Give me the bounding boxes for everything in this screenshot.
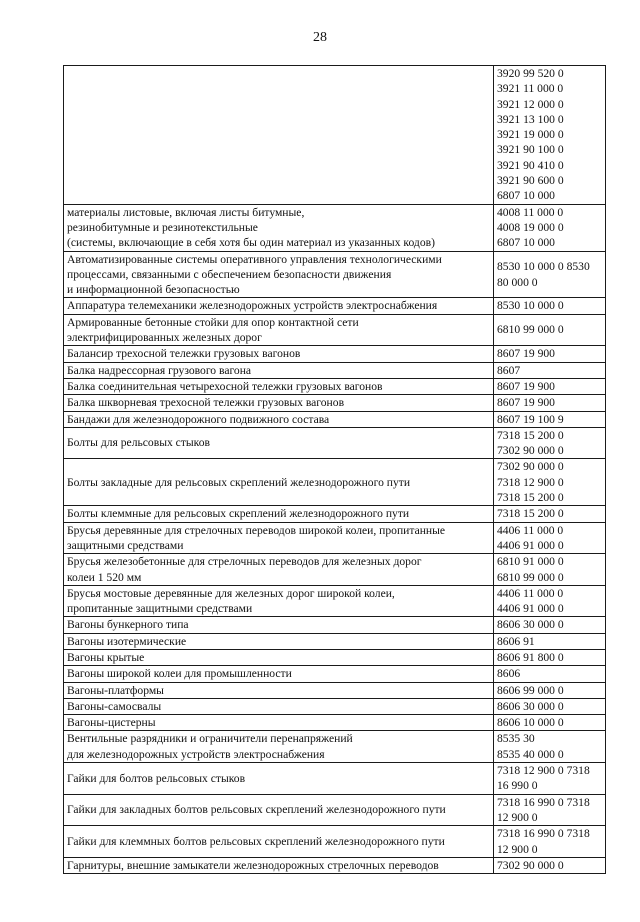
product-name-line: Балка шкворневая трехосной тележки грузовых вагонов (67, 396, 345, 410)
product-name-line: Бандажи для железнодорожного подвижного состава (67, 412, 330, 426)
product-name-line: Вагоны бункерного типа (67, 618, 189, 632)
customs-code-cell (494, 554, 606, 586)
customs-code-cell (494, 362, 606, 378)
customs-code-line: 4406 91 000 0 (497, 538, 564, 552)
product-name-line: Балка соединительная четырехосной тележки грузовых вагонов (67, 379, 383, 393)
product-name-cell (64, 794, 494, 826)
product-name-line: электрифицированных железных дорог (67, 331, 262, 345)
customs-code-cell (494, 698, 606, 714)
product-name-cell (64, 251, 494, 298)
product-name-line: Гайки для клеммных болтов рельсовых скреплений железнодорожного пути (67, 834, 445, 848)
customs-code-line: 12 900 0 (497, 810, 538, 824)
customs-code-line: 7318 15 200 0 (497, 507, 564, 521)
table-row (64, 395, 606, 411)
customs-code-cell (494, 298, 606, 314)
customs-code-line: 7302 90 000 0 (497, 460, 564, 474)
product-name-line: резинобитумные и резинотекстильные (67, 220, 258, 234)
product-name-line: Вагоны изотермические (67, 634, 187, 648)
product-name-cell (64, 698, 494, 714)
table-row (64, 715, 606, 731)
customs-code-cell (494, 427, 606, 459)
customs-code-line: 6810 99 000 0 (497, 570, 564, 584)
table-row (64, 346, 606, 362)
table-row (64, 204, 606, 251)
customs-code-line: 8606 10 000 0 (497, 716, 564, 730)
product-name-line: Гайки для закладных болтов рельсовых скреплений железнодорожного пути (67, 803, 446, 817)
product-name-line: (системы, включающие в себя хотя бы один материал из указанных кодов) (67, 236, 435, 250)
product-name-line: Армированные бетонные стойки для опор контактной сети (67, 315, 359, 329)
product-name-line: Брусья деревянные для стрелочных переводов широкой колеи, пропитанные (67, 523, 446, 537)
customs-code-line: 7318 12 900 0 (497, 475, 564, 489)
customs-code-cell (494, 411, 606, 427)
product-name-line: Гайки для болтов рельсовых стыков (67, 771, 246, 785)
product-name-cell (64, 649, 494, 665)
product-name-cell (64, 427, 494, 459)
table-row (64, 857, 606, 873)
product-name-line: Вагоны-самосвалы (67, 699, 162, 713)
customs-code-line: 8535 30 (497, 732, 535, 746)
customs-code-line: 7318 16 990 0 7318 (497, 795, 590, 809)
product-name-line: колеи 1 520 мм (67, 570, 142, 584)
customs-code-line: 6807 10 000 (497, 236, 555, 250)
table-row (64, 666, 606, 682)
table-row (64, 427, 606, 459)
customs-code-line: 8607 19 900 (497, 396, 555, 410)
product-name-line: Вагоны широкой колеи для промышленности (67, 667, 292, 681)
customs-code-cell (494, 378, 606, 394)
customs-code-line: 12 900 0 (497, 842, 538, 856)
product-name-line: Вагоны крытые (67, 650, 145, 664)
product-name-line: Болты закладные для рельсовых скреплений железнодорожного пути (67, 475, 411, 489)
product-name-cell (64, 506, 494, 522)
table-row (64, 794, 606, 826)
goods-code-table (63, 65, 606, 874)
table-row (64, 251, 606, 298)
product-name-cell (64, 346, 494, 362)
table-row (64, 298, 606, 314)
table-row (64, 362, 606, 378)
table-row (64, 506, 606, 522)
product-name-cell (64, 585, 494, 617)
product-name-cell (64, 666, 494, 682)
product-name-line: и информационной безопасностью (67, 283, 240, 297)
product-name-cell (64, 66, 494, 205)
table-row (64, 698, 606, 714)
customs-code-line: 6810 91 000 0 (497, 555, 564, 569)
customs-code-line: 8606 30 000 0 (497, 618, 564, 632)
product-name-cell (64, 204, 494, 251)
customs-code-line: 3921 90 410 0 (497, 158, 564, 172)
customs-code-cell (494, 346, 606, 362)
customs-code-cell (494, 66, 606, 205)
product-name-cell (64, 459, 494, 506)
product-name-cell (64, 554, 494, 586)
customs-code-cell (494, 826, 606, 858)
customs-code-line: 8606 91 800 0 (497, 650, 564, 664)
product-name-cell (64, 715, 494, 731)
product-name-line: материалы листовые, включая листы битумные, (67, 205, 305, 219)
customs-code-cell (494, 522, 606, 554)
table-row (64, 633, 606, 649)
customs-code-cell (494, 857, 606, 873)
table-body (64, 66, 606, 874)
table-row (64, 314, 606, 346)
product-name-line: Брусья железобетонные для стрелочных переводов для железных дорог (67, 555, 422, 569)
customs-code-line: 7318 15 200 0 (497, 428, 564, 442)
table-row (64, 522, 606, 554)
table-row (64, 826, 606, 858)
customs-code-line: 3921 13 100 0 (497, 112, 564, 126)
product-name-line: защитными средствами (67, 538, 184, 552)
customs-code-line: 7318 12 900 0 7318 (497, 764, 590, 778)
product-name-line: Вагоны-цистерны (67, 716, 156, 730)
table-row (64, 411, 606, 427)
customs-code-cell (494, 314, 606, 346)
table-row (64, 682, 606, 698)
customs-code-line: 4406 11 000 0 (497, 586, 564, 600)
product-name-cell (64, 857, 494, 873)
customs-code-line: 8607 19 900 (497, 347, 555, 361)
page-number: 28 (313, 30, 327, 45)
product-name-line: пропитанные защитными средствами (67, 602, 253, 616)
customs-code-cell (494, 204, 606, 251)
product-name-line: Вагоны-платформы (67, 683, 164, 697)
customs-code-line: 4406 11 000 0 (497, 523, 564, 537)
product-name-cell (64, 314, 494, 346)
customs-code-line: 7302 90 000 0 (497, 444, 564, 458)
table-row (64, 617, 606, 633)
table-row (64, 763, 606, 795)
customs-code-cell (494, 459, 606, 506)
product-name-cell (64, 298, 494, 314)
customs-code-line: 7302 90 000 0 (497, 858, 564, 872)
table-row (64, 66, 606, 205)
customs-code-line: 8530 10 000 0 8530 (497, 260, 590, 274)
product-name-cell (64, 682, 494, 698)
customs-code-line: 3921 19 000 0 (497, 128, 564, 142)
product-name-cell (64, 731, 494, 763)
product-name-line: Аппаратура телемеханики железнодорожных устройств электроснабжения (67, 299, 438, 313)
product-name-cell (64, 395, 494, 411)
product-name-line: Болты для рельсовых стыков (67, 436, 210, 450)
customs-code-cell (494, 715, 606, 731)
customs-code-line: 6810 99 000 0 (497, 323, 564, 337)
product-name-cell (64, 378, 494, 394)
customs-code-line: 3921 90 600 0 (497, 174, 564, 188)
product-name-cell (64, 617, 494, 633)
customs-code-line: 8606 (497, 667, 521, 681)
table-row (64, 554, 606, 586)
product-name-line: Балка надрессорная грузового вагона (67, 363, 252, 377)
customs-code-line: 7318 15 200 0 (497, 491, 564, 505)
customs-code-line: 8535 40 000 0 (497, 747, 564, 761)
customs-code-line: 4406 91 000 0 (497, 602, 564, 616)
customs-code-line: 3920 99 520 0 (497, 67, 564, 80)
customs-code-line: 8607 19 900 (497, 379, 555, 393)
table-row (64, 459, 606, 506)
product-name-line: Балансир трехосной тележки грузовых вагонов (67, 347, 301, 361)
product-name-cell (64, 522, 494, 554)
customs-code-cell (494, 649, 606, 665)
customs-code-line: 8530 10 000 0 (497, 299, 564, 313)
customs-code-line: 8607 19 100 9 (497, 412, 564, 426)
customs-code-cell (494, 506, 606, 522)
customs-code-line: 7318 16 990 0 7318 (497, 827, 590, 841)
table-row (64, 649, 606, 665)
product-name-cell (64, 633, 494, 649)
product-name-cell (64, 763, 494, 795)
product-name-line: процессами, связанными с обеспечением безопасности движения (67, 267, 392, 281)
customs-code-line: 80 000 0 (497, 275, 538, 289)
customs-code-cell (494, 763, 606, 795)
product-name-line: Брусья мостовые деревянные для железных дорог широкой колеи, (67, 586, 395, 600)
customs-code-line: 4008 19 000 0 (497, 220, 564, 234)
customs-code-cell (494, 617, 606, 633)
customs-code-line: 6807 10 000 (497, 189, 555, 203)
customs-code-cell (494, 395, 606, 411)
table-row (64, 378, 606, 394)
customs-code-line: 8606 99 000 0 (497, 683, 564, 697)
product-name-line: Гарнитуры, внешние замыкатели железнодорожных стрелочных переводов (67, 858, 439, 872)
customs-code-cell (494, 682, 606, 698)
product-name-cell (64, 411, 494, 427)
customs-code-line: 8606 91 (497, 634, 535, 648)
customs-code-line: 8606 30 000 0 (497, 699, 564, 713)
product-name-line: Автоматизированные системы оперативного управления технологическими (67, 252, 442, 266)
customs-code-line: 3921 11 000 0 (497, 82, 564, 96)
table-row (64, 731, 606, 763)
customs-code-line: 8607 (497, 363, 521, 377)
product-name-cell (64, 362, 494, 378)
product-name-line: для железнодорожных устройств электроснабжения (67, 747, 325, 761)
customs-code-line: 16 990 0 (497, 779, 538, 793)
product-name-cell (64, 826, 494, 858)
customs-code-cell (494, 633, 606, 649)
customs-code-cell (494, 585, 606, 617)
customs-code-cell (494, 731, 606, 763)
customs-code-cell (494, 251, 606, 298)
product-name-line: Болты клеммные для рельсовых скреплений железнодорожного пути (67, 507, 410, 521)
customs-code-cell (494, 666, 606, 682)
product-name-line: Вентильные разрядники и ограничители перенапряжений (67, 732, 353, 746)
customs-code-cell (494, 794, 606, 826)
customs-code-line: 3921 90 100 0 (497, 143, 564, 157)
table-row (64, 585, 606, 617)
customs-code-line: 4008 11 000 0 (497, 205, 564, 219)
customs-code-line: 3921 12 000 0 (497, 97, 564, 111)
